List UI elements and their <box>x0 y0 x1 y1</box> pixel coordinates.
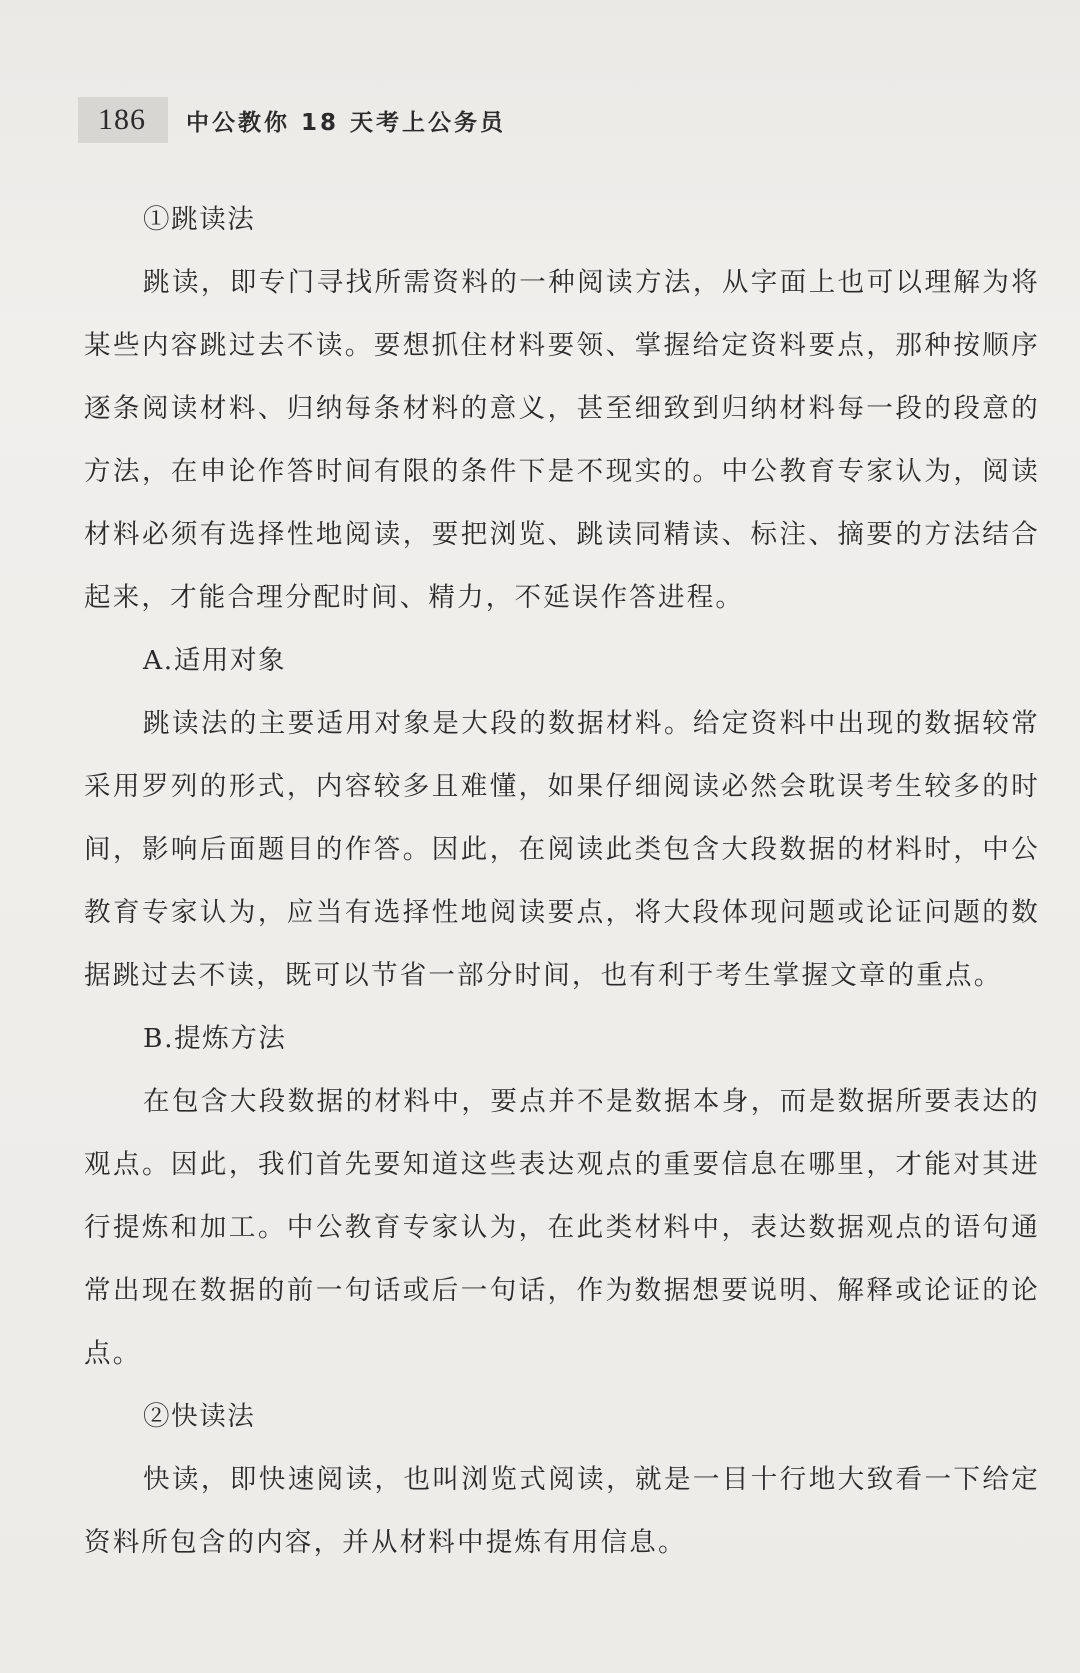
page-header <box>78 92 506 148</box>
paragraph: 在包含大段数据的材料中，要点并不是数据本身，而是数据所要表达的观点。因此，我们首先要知道这些表达观点的重要信息在哪里，才能对其进行提炼和加工。中公教育专家认为，在此类材料中，表达数据观点的语句通常出现在数据的前一句话或后一句话，作为数据想要说明、解释或论证的论点。 <box>84 1086 1040 1369</box>
page-body <box>84 188 1040 1574</box>
paragraph: 跳读法的主要适用对象是大段的数据材料。给定资料中出现的数据较常采用罗列的形式，内容较多且难懂，如果仔细阅读必然会耽误考生较多的时间，影响后面题目的作答。因此，在阅读此类包含大段数据的材料时，中公教育专家认为，应当有选择性地阅读要点，将大段体现问题或论证问题的数据跳过去不读，既可以节省一部分时间，也有利于考生掌握文章的重点。 <box>84 708 1040 991</box>
paragraph: 跳读，即专门寻找所需资料的一种阅读方法，从字面上也可以理解为将某些内容跳过去不读。要想抓住材料要领、掌握给定资料要点，那种按顺序逐条阅读材料、归纳每条材料的意义，甚至细致到归纳材料每一段的段意的方法，在申论作答时间有限的条件下是不现实的。中公教育专家认为，阅读材料必须有选择性地阅读，要把浏览、跳读同精读、标注、摘要的方法结合起来，才能合理分配时间、精力，不延误作答进程。 <box>84 267 1040 613</box>
section-heading-fast-reading: ②快读法 <box>143 1401 256 1432</box>
paragraph: 快读，即快速阅读，也叫浏览式阅读，就是一目十行地大致看一下给定资料所包含的内容，并从材料中提炼有用信息。 <box>84 1464 1040 1558</box>
book-title: 中公教你 18 天考上公务员 <box>186 109 507 136</box>
subsection-heading-applicable-objects: A.适用对象 <box>143 645 287 676</box>
page-number: 186 <box>78 97 168 143</box>
subsection-heading-extraction-method: B.提炼方法 <box>143 1023 287 1054</box>
section-heading-skim-reading: ①跳读法 <box>143 204 256 235</box>
